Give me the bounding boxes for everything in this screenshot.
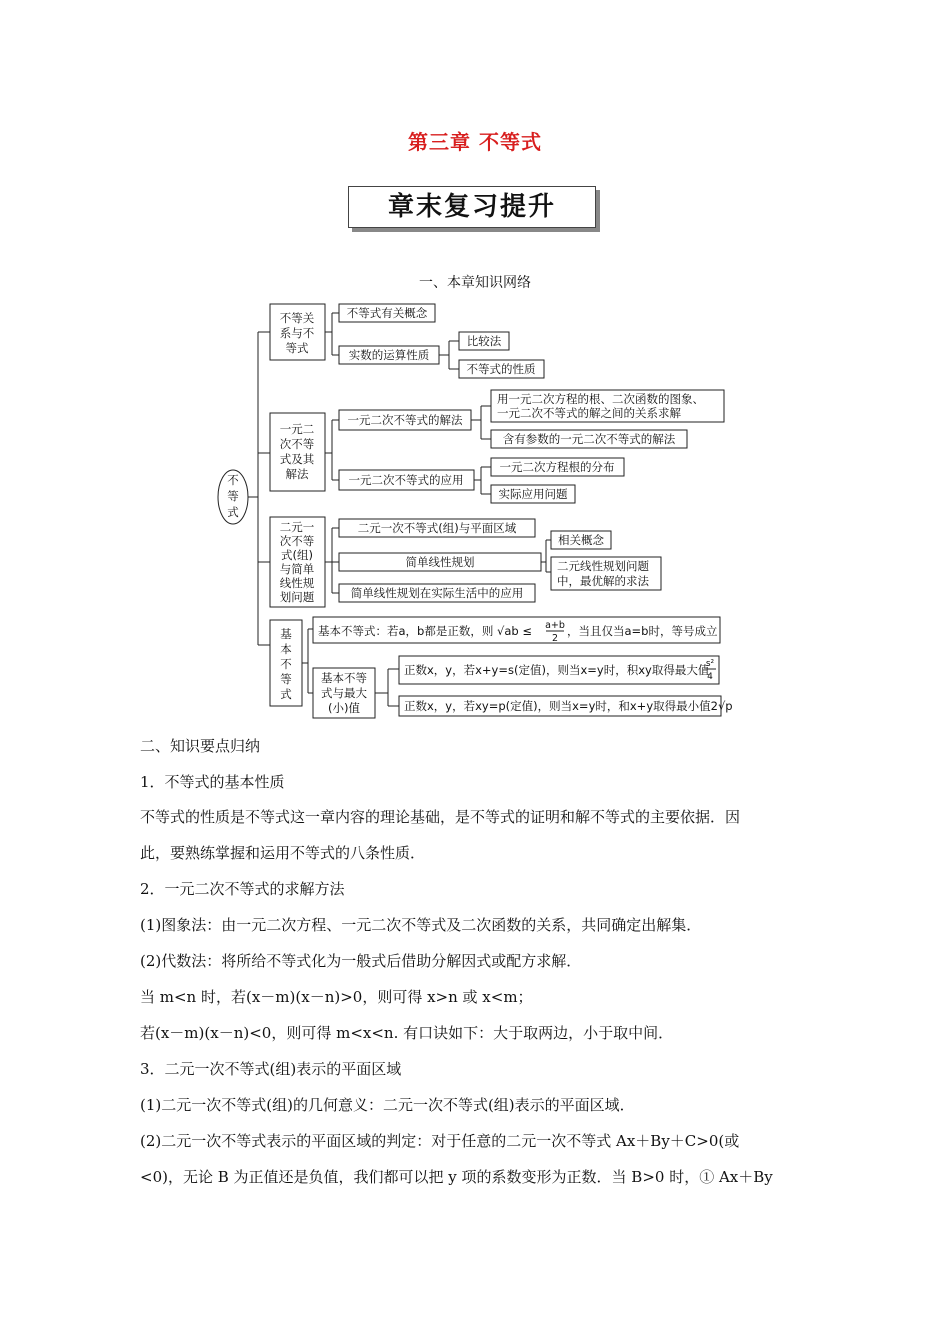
section2-heading: 二、知识要点归纳: [140, 737, 261, 755]
group1-label-1: 不等关: [279, 311, 315, 325]
group2-label-1: 一元二: [279, 422, 315, 436]
paragraph-line: 当 m<n 时，若(x－m)(x－n)>0，则可得 x>n 或 x<m；: [140, 988, 533, 1006]
trunk-connector: [248, 332, 270, 645]
paragraph-line: 若(x－m)(x－n)<0，则可得 m<x<n. 有口诀如下：大于取两边，小于取中间．: [140, 1024, 674, 1042]
node-basic-inequality-pre: 基本不等式：若a，b都是正数，则 √ab ≤: [318, 624, 532, 638]
subsection2-heading: 2．一元二次不等式的求解方法: [140, 880, 345, 898]
node-quadratic-solving-label: 一元二次不等式的解法: [347, 413, 463, 427]
node-linear-inequality-region-label: 二元一次不等式(组)与平面区域: [357, 521, 517, 535]
node-practical-problems-label: 实际应用问题: [498, 487, 568, 501]
group4-label-1: 基: [280, 627, 292, 641]
group2-connector: [325, 420, 339, 480]
root-label-3: 式: [227, 505, 239, 519]
node-roots-graph-relation-line2: 一元二次不等式的解之间的关系求解: [497, 406, 681, 420]
node-inequality-properties-label: 不等式的性质: [466, 362, 536, 376]
group1-sub-connector: [439, 341, 459, 369]
node-sum-constant-max-text: 正数x，y，若x+y=s(定值)，则当x=y时，积xy取得最大值: [404, 663, 710, 677]
node-optimal-solution-line2: 中，最优解的求法: [557, 574, 649, 588]
group3-connector: [325, 528, 339, 593]
node-inequality-concepts-label: 不等式有关概念: [346, 306, 428, 320]
extrema-label-3: (小)值: [328, 701, 360, 715]
root-label-1: 不: [227, 473, 239, 487]
extrema-label-2: 式与最大: [321, 686, 367, 700]
sum-max-frac-den: 4: [707, 672, 713, 682]
paragraph-line: (1)二元一次不等式(组)的几何意义：二元一次不等式(组)表示的平面区域．: [140, 1096, 635, 1114]
group3-sub-connector: [541, 540, 551, 572]
node-related-concepts-label: 相关概念: [558, 533, 604, 547]
group3-label-5: 线性规: [279, 576, 315, 590]
group3-label-6: 划问题: [279, 590, 315, 604]
group2-label-4: 解法: [285, 467, 309, 481]
paragraph-line: (1)图象法：由一元二次方程、一元二次不等式及二次函数的关系，共同确定出解集．: [140, 916, 702, 934]
node-quadratic-application-label: 一元二次不等式的应用: [348, 473, 464, 487]
root-label-2: 等: [227, 489, 239, 503]
paragraph-line: (2)二元一次不等式表示的平面区域的判定：对于任意的二元一次不等式 Ax＋By＋C>0(或: [140, 1132, 740, 1150]
basic-inequality-frac-num: a+b: [545, 620, 565, 631]
node-parametric-quadratic-label: 含有参数的一元二次不等式的解法: [502, 432, 676, 446]
group4-connector: [302, 629, 313, 693]
group4-label-4: 等: [280, 672, 292, 686]
group4-label-5: 式: [280, 687, 292, 701]
group4-label-3: 不: [280, 657, 292, 671]
group3-label-1: 二元一: [279, 520, 315, 534]
group1-label-2: 系与不: [279, 326, 315, 340]
group2-label-3: 式及其: [279, 452, 315, 466]
group4-sub-connector: [375, 669, 399, 706]
banner-title: 章末复习提升: [387, 192, 556, 222]
chapter-title: 第三章 不等式: [408, 130, 542, 154]
group1-label-3: 等式: [285, 341, 309, 355]
group1-connector: [325, 313, 339, 355]
node-root-distribution-label: 一元二次方程根的分布: [499, 460, 615, 474]
group3-label-3: 式(组): [281, 548, 313, 562]
node-lp-applications-label: 简单线性规划在实际生活中的应用: [350, 586, 524, 600]
section-caption: 一、本章知识网络: [419, 275, 531, 291]
paragraph-line: (2)代数法：将所给不等式化为一般式后借助分解因式或配方求解．: [140, 952, 582, 970]
node-comparison-method-label: 比较法: [466, 334, 502, 348]
group3-label-4: 与简单: [279, 562, 315, 576]
paragraph-line: <0)，无论 B 为正值还是负值，我们都可以把 y 项的系数变形为正数．当 B>0 时，① Ax＋By: [140, 1168, 773, 1186]
group2-label-2: 次不等: [279, 437, 315, 451]
sum-max-frac-num: s²: [705, 659, 715, 669]
group3-label-2: 次不等: [279, 534, 315, 548]
node-real-number-properties-label: 实数的运算性质: [348, 348, 430, 362]
node-optimal-solution-line1: 二元线性规划问题: [557, 559, 649, 573]
extrema-label-1: 基本不等: [321, 671, 367, 685]
subsection3-heading: 3．二元一次不等式(组)表示的平面区域: [140, 1060, 402, 1078]
subsection1-heading: 1．不等式的基本性质: [140, 773, 285, 791]
node-basic-inequality-post: ，当且仅当a=b时，等号成立: [567, 624, 718, 638]
group4-label-2: 本: [280, 642, 292, 656]
node-simple-linear-programming-label: 简单线性规划: [405, 555, 475, 569]
paragraph-line: 此，要熟练掌握和运用不等式的八条性质．: [140, 844, 426, 862]
basic-inequality-frac-den: 2: [551, 633, 559, 644]
paragraph-line: 不等式的性质是不等式这一章内容的理论基础，是不等式的证明和解不等式的主要依据．因: [140, 808, 741, 826]
node-roots-graph-relation-line1: 用一元二次方程的根、二次函数的图象、: [497, 392, 704, 406]
node-product-constant-min-text: 正数x，y，若xy=p(定值)，则当x=y时，和x+y取得最小值2√p: [404, 699, 733, 713]
